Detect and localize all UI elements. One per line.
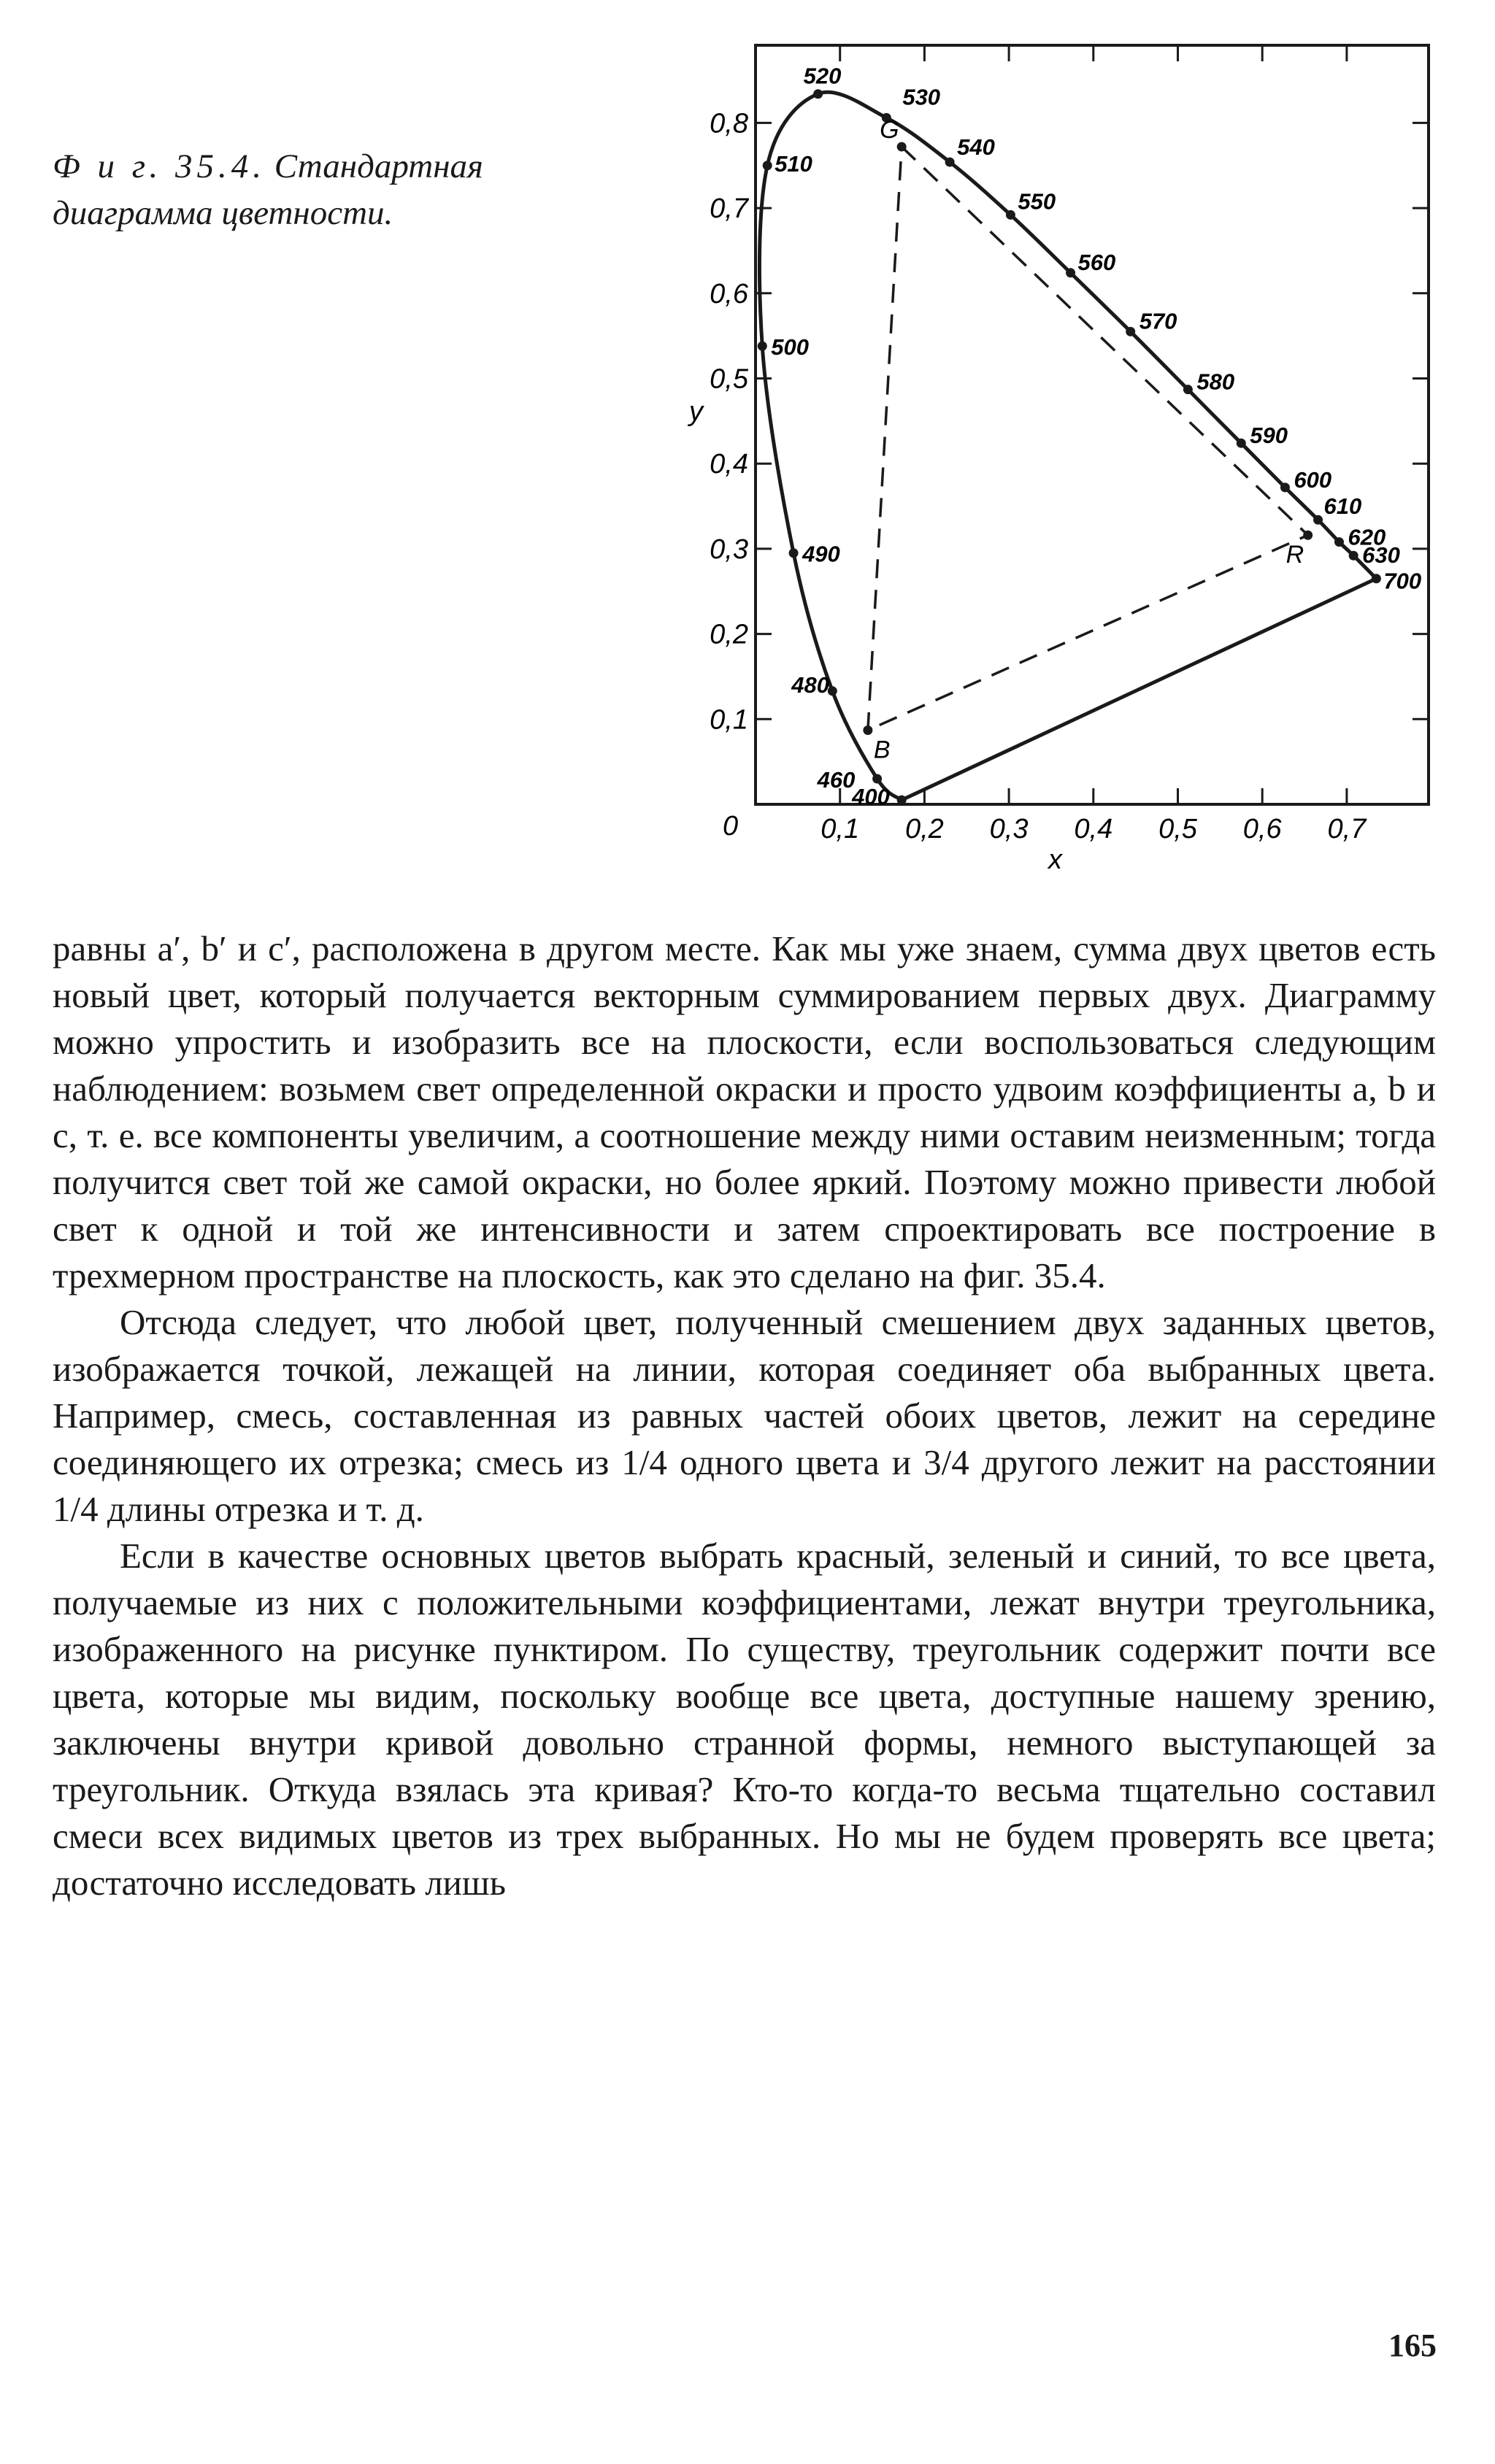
x-tick-label: 0,1	[820, 814, 860, 844]
wavelength-label: 560	[1077, 249, 1116, 275]
wavelength-point	[789, 548, 799, 558]
purple-line	[902, 579, 1376, 800]
wavelength-label: 540	[957, 134, 995, 161]
wavelength-label: 480	[791, 671, 830, 698]
figure-caption-text: Стандартная диаграмма цветности.	[53, 147, 483, 232]
wavelength-point	[1372, 574, 1381, 583]
wavelength-label: 490	[802, 541, 840, 567]
primary-point	[1303, 531, 1313, 540]
wavelength-label: 620	[1348, 524, 1386, 550]
wavelength-label: 580	[1196, 369, 1235, 395]
wavelength-point	[897, 796, 907, 805]
y-axis-label: y	[689, 396, 703, 427]
wavelength-point	[945, 158, 955, 167]
y-tick-label: 0,6	[710, 278, 748, 309]
wavelength-point	[1334, 537, 1344, 547]
wavelength-point	[872, 774, 882, 783]
wavelength-point	[763, 161, 772, 170]
wavelength-point	[1280, 482, 1290, 492]
wavelength-point	[1237, 439, 1246, 448]
wavelength-label: 520	[803, 63, 842, 89]
x-tick-label: 0,5	[1158, 814, 1197, 844]
x-tick-label: 0,7	[1327, 814, 1367, 844]
primary-point	[863, 725, 872, 735]
primary-points	[863, 116, 1313, 763]
wavelength-label: 570	[1139, 308, 1177, 334]
paragraph-1: равны a′, b′ и c′, расположена в другом месте. Как мы уже знаем, сумма двух цветов есть новый цвет, который получается векторным суммированием первых двух. Диаграмму можно упростить и изобразить все на плоскости, если воспользоваться следующим наблюдением: возьмем свет определенной окраски и просто удвоим коэффициенты a, b и c, т. е. все компоненты увеличим, а соотношение между ними оставим неизменным; тогда получится свет той же самой окраски, но более яркий. Поэтому можно привести любой свет к одной и той же интенсивности и затем спроектировать все построение в трехмерном пространстве на плоскость, как это сделано на фиг. 35.4.	[53, 928, 1436, 1295]
body-text	[53, 925, 1436, 1906]
primary-label: B	[873, 736, 891, 764]
paragraph-3: Если в качестве основных цветов выбрать красный, зеленый и синий, то все цвета, получаемые из них с положительными коэффициентами, лежат внутри треугольника, изображенного на рисунке пунктиром. По существу, треугольник содержит почти все цвета, которые мы видим, поскольку вообще все цвета, доступные нашему зрению, заключены внутри кривой довольно странной формы, немного выступающей за треугольник. Откуда взялась эта кривая? Кто-то когда-то весьма тщательно составил смеси всех видимых цветов из трех выбранных. Но мы не будем проверять все цвета; достаточно исследовать лишь	[53, 1536, 1436, 1903]
wavelength-point	[1006, 210, 1015, 220]
wavelength-label: 610	[1323, 493, 1362, 520]
wavelength-point	[1183, 385, 1193, 394]
figure-caption-label: Ф и г. 35.4.	[53, 147, 266, 185]
spectral-locus-points	[758, 63, 1421, 809]
x-axis-label: x	[1048, 844, 1062, 875]
x-tick-label: 0,6	[1242, 814, 1282, 844]
wavelength-label: 550	[1018, 188, 1056, 215]
wavelength-label: 590	[1250, 423, 1288, 449]
wavelength-point	[1126, 327, 1135, 336]
primary-label: G	[880, 116, 899, 145]
primary-label: R	[1285, 541, 1304, 569]
wavelength-label: 510	[775, 150, 812, 177]
wavelength-label: 400	[852, 784, 890, 810]
y-tick-label: 0,3	[710, 534, 748, 565]
x-tick-label: 0,4	[1074, 814, 1113, 844]
wavelength-point	[1349, 551, 1358, 561]
wavelength-point	[1313, 515, 1323, 525]
plot-frame	[756, 45, 1429, 804]
wavelength-label: 600	[1294, 466, 1332, 493]
chromaticity-diagram	[0, 0, 1495, 890]
x-tick-label: 0,3	[989, 814, 1029, 844]
wavelength-label: 630	[1362, 542, 1400, 569]
wavelength-point	[1066, 268, 1075, 277]
page-number: 165	[1388, 2328, 1437, 2363]
wavelength-label: 530	[902, 84, 941, 110]
y-tick-label: 0,5	[710, 363, 748, 395]
x-tick-label: 0,2	[904, 814, 944, 844]
paragraph-2: Отсюда следует, что любой цвет, полученный смешением двух заданных цветов, изображается точкой, лежащей на линии, которая соединяет оба выбранных цвета. Например, смесь, составленная из равных частей обоих цветов, лежит на середине соединяющего их отрезка; смесь из 1/4 одного цвета и 3/4 другого лежит на расстоянии 1/4 длины отрезка и т. д.	[53, 1302, 1436, 1529]
wavelength-label: 700	[1383, 568, 1422, 594]
y-tick-label: 0,8	[710, 108, 748, 139]
wavelength-point	[758, 342, 767, 351]
y-tick-label: 0,7	[710, 193, 748, 225]
wavelength-label: 500	[771, 334, 809, 361]
y-tick-label: 0,1	[710, 704, 748, 736]
y-tick-label: 0,2	[710, 619, 748, 650]
origin-label: 0	[723, 811, 739, 842]
wavelength-label: 460	[817, 766, 856, 793]
y-tick-label: 0,4	[710, 449, 748, 480]
wavelength-point	[813, 89, 823, 99]
